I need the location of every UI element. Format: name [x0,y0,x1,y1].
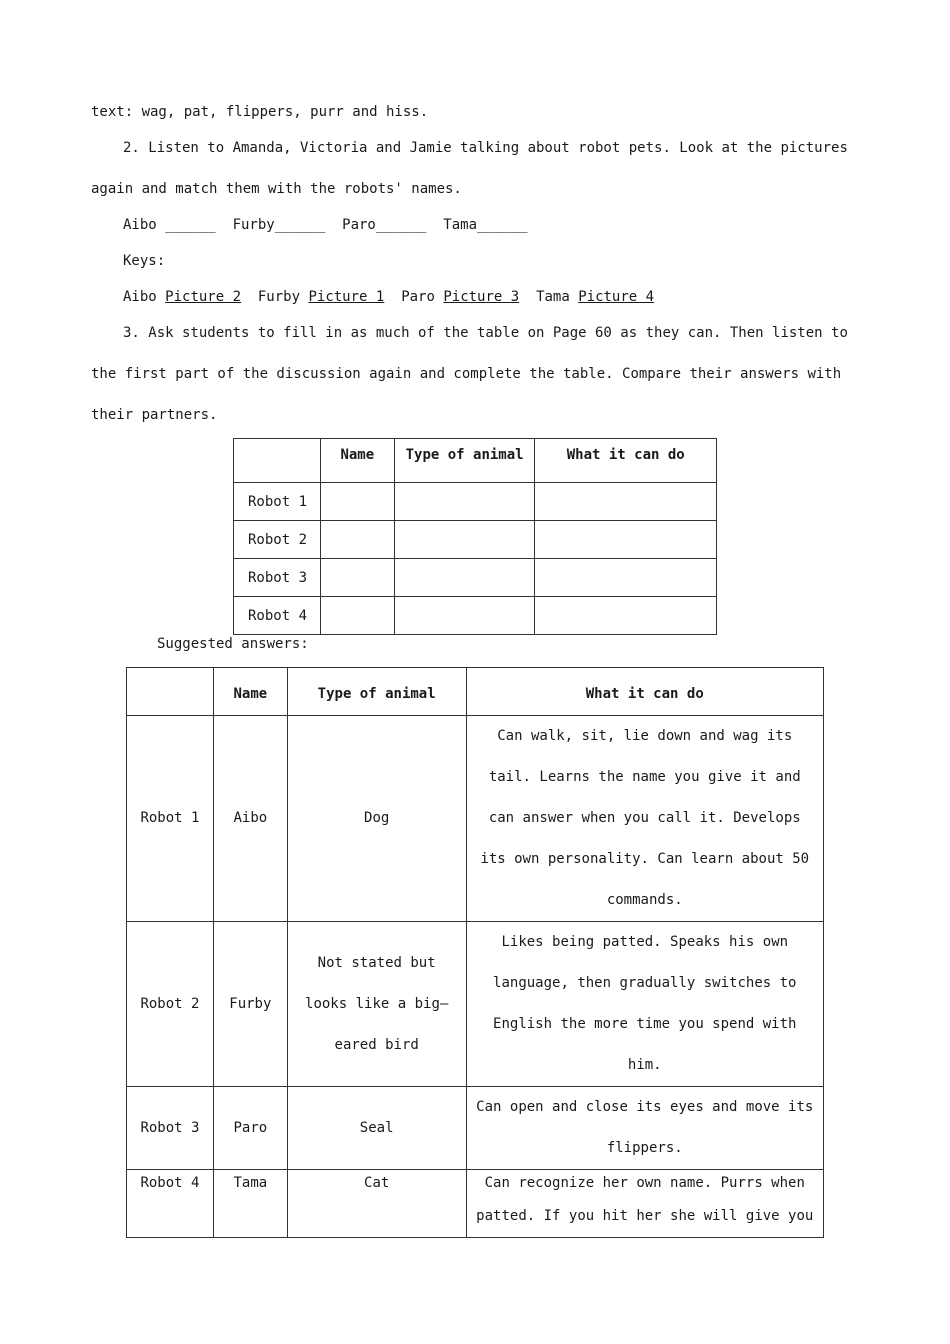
table-row [234,521,717,559]
robot-label: Robot 3 [234,559,321,597]
table-row [234,483,717,521]
can-do-line: Can walk, sit, lie down and wag its [497,728,793,744]
intro-line: text: wag, pat, flippers, purr and hiss. [91,104,429,120]
answer-table [126,667,824,1238]
animal-type [287,922,466,1087]
blank-cell[interactable] [394,559,535,597]
blank-cell[interactable] [320,521,394,559]
header-type: Type of animal [394,439,535,483]
can-do-cell [466,1170,823,1238]
can-do-line: him. [627,1057,662,1073]
robot-name: Furby [213,922,287,1087]
blank-cell[interactable] [535,597,717,635]
robot-label: Robot 3 [127,1087,214,1170]
key-name: Furby [257,289,301,305]
animal-type: Dog [287,716,466,922]
table-row [234,559,717,597]
can-do-line: language, then gradually switches to [493,975,797,991]
header-cell [127,668,214,716]
key-name: Paro [401,289,435,305]
robot-label: Robot 1 [234,483,321,521]
keys-line [123,287,654,307]
can-do-cell [466,1087,823,1170]
header-can-do: What it can do [535,439,717,483]
can-do-line: its own personality. Can learn about 50 [480,851,810,867]
header-type: Type of animal [287,668,466,716]
item3-line3: their partners. [91,407,218,423]
can-do-cell [466,716,823,922]
header-can-do: What it can do [466,668,823,716]
can-do-cell [466,922,823,1087]
can-do-line: Likes being patted. Speaks his own [501,934,789,950]
table-row [127,716,824,922]
key-answer: Picture 2 [165,289,242,305]
robot-label: Robot 1 [127,716,214,922]
animal-type: Seal [287,1087,466,1170]
can-do-line: tail. Learns the name you give it and [488,769,801,785]
table-row [127,1170,824,1238]
key-answer: Picture 1 [308,289,385,305]
table-row [127,1087,824,1170]
blank-cell[interactable] [320,559,394,597]
robot-label: Robot 2 [127,922,214,1087]
robot-name: Paro [213,1087,287,1170]
blank-cell[interactable] [535,483,717,521]
table-row [234,597,717,635]
can-do-line: patted. If you hit her she will give you [476,1208,814,1224]
blank-cell[interactable] [394,521,535,559]
item3-line1: 3. Ask students to fill in as much of the table on Page 60 as they can. Then listen to [123,325,848,341]
item2-line1: 2. Listen to Amanda, Victoria and Jamie talking about robot pets. Look at the pictures [123,140,848,156]
can-do-line: Can open and close its eyes and move its [476,1099,814,1115]
blank-table [233,438,717,635]
item2-blanks: Aibo ______ Furby______ Paro______ Tama______ [123,217,528,233]
type-line: Not stated but [317,954,436,971]
keys-label: Keys: [123,253,166,269]
type-line: eared bird [334,1036,419,1053]
animal-type: Cat [287,1170,466,1238]
can-do-line: English the more time you spend with [493,1016,797,1032]
robot-name: Tama [213,1170,287,1238]
blank-cell[interactable] [320,597,394,635]
robot-name: Aibo [213,716,287,922]
key-name: Tama [536,289,570,305]
item3-line2: the first part of the discussion again and complete the table. Compare their answers with [91,366,842,382]
key-answer: Picture 4 [578,289,655,305]
header-cell [234,439,321,483]
suggested-label: Suggested answers: [157,636,309,652]
type-line: looks like a big— [305,995,449,1012]
robot-label: Robot 4 [127,1170,214,1238]
can-do-line: Can recognize her own name. Purrs when [484,1175,805,1191]
header-name: Name [213,668,287,716]
can-do-line: commands. [606,892,683,908]
table-row [127,922,824,1087]
blank-cell[interactable] [394,597,535,635]
can-do-line: can answer when you call it. Develops [488,810,801,826]
robot-label: Robot 4 [234,597,321,635]
blank-cell[interactable] [394,483,535,521]
blank-cell[interactable] [535,521,717,559]
robot-label: Robot 2 [234,521,321,559]
header-name: Name [320,439,394,483]
blank-cell[interactable] [535,559,717,597]
key-name: Aibo [123,289,157,305]
key-answer: Picture 3 [443,289,520,305]
item2-line2: again and match them with the robots' names. [91,181,462,197]
blank-cell[interactable] [320,483,394,521]
can-do-line: flippers. [606,1140,683,1156]
